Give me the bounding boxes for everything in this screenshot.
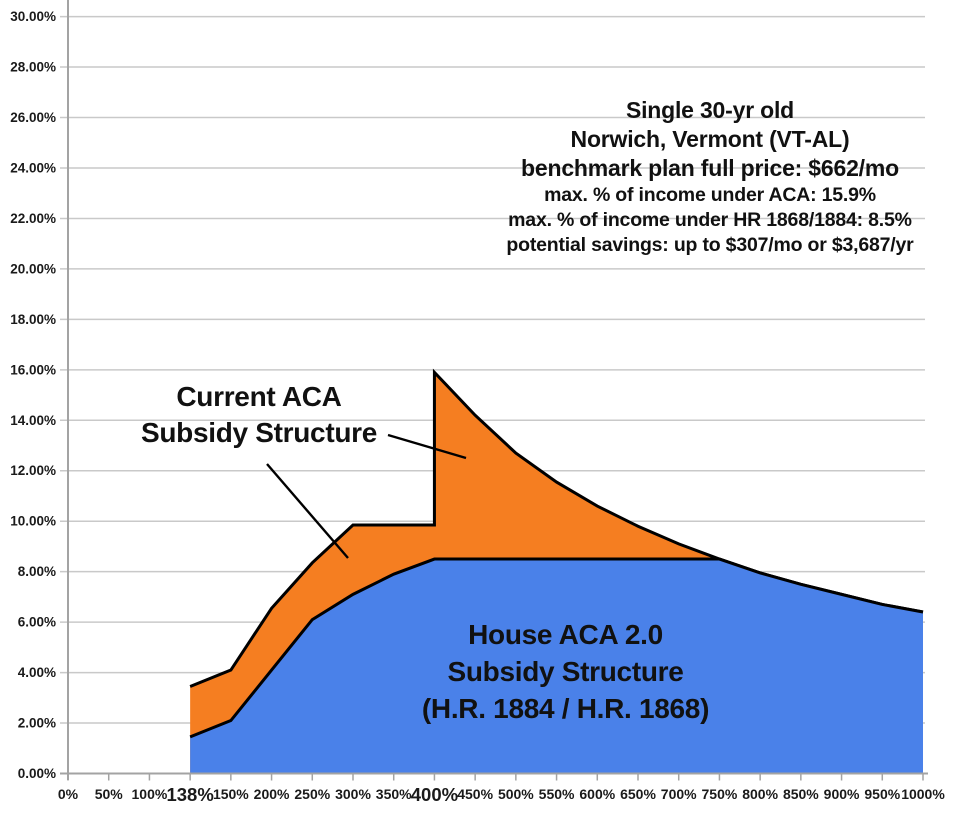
- x-tick-label: 100%: [131, 786, 168, 802]
- y-tick-label: 14.00%: [10, 412, 56, 428]
- y-tick-label: 24.00%: [10, 160, 56, 176]
- x-tick-label: 950%: [864, 786, 901, 802]
- annotation-line: benchmark plan full price: $662/mo: [521, 155, 899, 181]
- x-tick-label: 600%: [579, 786, 616, 802]
- x-tick-label: 450%: [457, 786, 494, 802]
- y-tick-label: 2.00%: [17, 715, 56, 731]
- y-tick-label: 4.00%: [17, 665, 56, 681]
- annotation-line: max. % of income under HR 1868/1884: 8.5%: [508, 209, 912, 231]
- house-label-line: House ACA 2.0: [468, 619, 663, 650]
- x-tick-label: 138%: [166, 784, 214, 805]
- house-label-line: (H.R. 1884 / H.R. 1868): [421, 693, 710, 724]
- x-tick-label: 500%: [497, 786, 534, 802]
- x-tick-label: 400%: [410, 784, 459, 805]
- y-tick-label: 16.00%: [10, 362, 56, 378]
- x-tick-label: 350%: [375, 786, 412, 802]
- y-tick-label: 6.00%: [17, 614, 56, 630]
- annotation-line: Single 30-yr old: [625, 97, 795, 123]
- y-tick-label: 20.00%: [10, 261, 56, 277]
- x-tick-label: 850%: [782, 786, 819, 802]
- annotation-line: max. % of income under ACA: 15.9%: [544, 184, 876, 206]
- y-tick-label: 10.00%: [10, 513, 56, 529]
- x-tick-label: 50%: [94, 786, 123, 802]
- y-tick-label: 0.00%: [17, 766, 56, 781]
- y-tick-labels: [10, 9, 56, 781]
- x-tick-label: 650%: [620, 786, 656, 802]
- aca-area-label: [106, 379, 412, 451]
- y-tick-label: 12.00%: [10, 463, 56, 479]
- aca-label-line: Current ACA: [176, 381, 342, 412]
- house-label-line: Subsidy Structure: [447, 656, 684, 687]
- y-tick-label: 22.00%: [10, 210, 56, 226]
- scenario-annotation: [468, 96, 952, 258]
- x-tick-label: 700%: [660, 786, 697, 802]
- x-tick-label: 750%: [701, 786, 738, 802]
- x-tick-label: 200%: [253, 786, 290, 802]
- y-tick-label: 8.00%: [17, 564, 56, 580]
- x-tick-label: 250%: [294, 786, 331, 802]
- x-tick-label: 300%: [335, 786, 371, 802]
- house-area-label: [363, 616, 768, 727]
- x-tick-labels: [58, 784, 945, 805]
- annotation-line: Norwich, Vermont (VT-AL): [570, 126, 850, 152]
- x-tick-label: 1000%: [901, 786, 945, 802]
- y-tick-label: 30.00%: [10, 9, 56, 25]
- y-tick-label: 18.00%: [10, 311, 56, 327]
- annotation-line: potential savings: up to $307/mo or $3,687/yr: [506, 234, 914, 256]
- x-tick-label: 800%: [742, 786, 779, 802]
- y-tick-label: 28.00%: [10, 59, 56, 75]
- x-tick-label: 550%: [538, 786, 575, 802]
- x-tick-label: 0%: [57, 786, 79, 802]
- y-tick-label: 26.00%: [10, 110, 56, 126]
- x-tick-label: 150%: [212, 786, 249, 802]
- aca-label-line: Subsidy Structure: [140, 417, 378, 448]
- x-tick-label: 900%: [823, 786, 860, 802]
